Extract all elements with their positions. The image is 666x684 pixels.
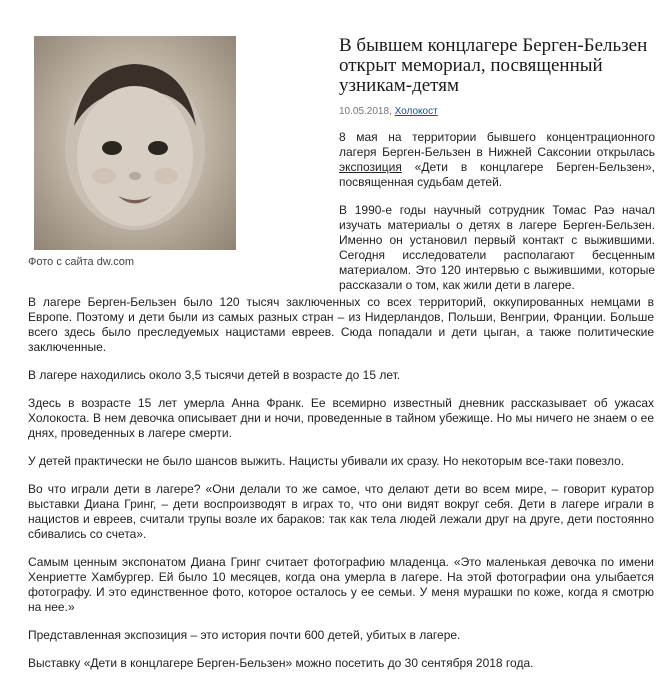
- body-paragraph: В лагере Берген-Бельзен было 120 тысяч заключенных со всех территорий, оккупированных немцами в Европе. Поэтому и дети были из самых разных стран – из Нидерландов, Польши, Венгрии, Франции. Больше всего здесь было преследуемых нацистами евреев. Сюда попадали и дети цыган, а также политические заключенные.: [28, 295, 654, 354]
- article-lead: [339, 130, 655, 293]
- lead-text: 8 мая на территории бывшего концентрационного лагеря Берген-Бельзен в Нижней Саксонии открылась: [339, 130, 655, 159]
- body-paragraph: Во что играли дети в лагере? «Они делали то же самое, что делают дети во всем мире, – говорит куратор выставки Диана Гринг, – дети воспроизводят в играх то, что они видят вокруг себя. Дети в лагере играли в нацистов и евреев, считали трупы возле их бараков: так как тела людей лежали друг на друге, дети постоянно сбивались со счета».: [28, 482, 654, 541]
- article-meta: [339, 106, 655, 117]
- photo-block: [28, 36, 320, 268]
- meta-separator: ,: [389, 106, 392, 117]
- article-title: В бывшем концлагере Берген-Бельзен открыт мемориал, посвященный узникам-детям: [339, 35, 648, 96]
- lead-paragraph-1: [339, 130, 655, 190]
- baby-portrait-image: [34, 36, 236, 250]
- body-paragraph: В лагере находились около 3,5 тысячи детей в возрасте до 15 лет.: [28, 368, 401, 382]
- category-link[interactable]: Холокост: [394, 106, 438, 117]
- article-date: 10.05.2018: [339, 106, 390, 117]
- body-paragraph: Здесь в возрасте 15 лет умерла Анна Франк. Ее всемирно известный дневник рассказывает об ужасах Холокоста. В нем девочка описывает дни и ночи, проведенные в тайном убежище. Но мы ничего не знаем о ее днях, проведенных в лагере смерти.: [28, 396, 654, 440]
- photo-caption: Фото с сайта dw.com: [28, 256, 135, 268]
- body-paragraph: Представленная экспозиция – это история почти 600 детей, убитых в лагере.: [28, 628, 461, 642]
- body-paragraph: Самым ценным экспонатом Диана Гринг считает фотографию младенца. «Это маленькая девочка по имени Хенриетте Хамбургер. Ей было 10 месяцев, когда она умерла в лагере. На этой фотографии она улыбается фотографу. И это единственное фото, которое осталось у ее семьи. У меня мурашки по коже, когда я смотрю на нее.»: [28, 555, 654, 614]
- exhibition-link[interactable]: экспозиция: [339, 160, 402, 174]
- article-header: [339, 36, 655, 306]
- article-photo: [34, 36, 236, 250]
- body-paragraph: У детей практически не было шансов выжить. Нацисты убивали их сразу. Но некоторым все-таки повезло.: [28, 454, 625, 468]
- article-body: [28, 295, 654, 684]
- body-paragraph: Выставку «Дети в концлагере Берген-Бельзен» можно посетить до 30 сентября 2018 года.: [28, 656, 534, 670]
- lead-paragraph-2: В 1990-е годы научный сотрудник Томас Раэ начал изучать материалы о детях в лагере Берген-Бельзен. Именно он установил первый контакт с выжившими. Сегодня исследователи располагают бесценным материалом. Это 120 интервью с выжившими, которые рассказали о том, как жили дети в лагере.: [339, 203, 655, 292]
- lead-text: «Дети в концлагере Берген-Бельзен», посвященная судьбам детей.: [339, 160, 655, 189]
